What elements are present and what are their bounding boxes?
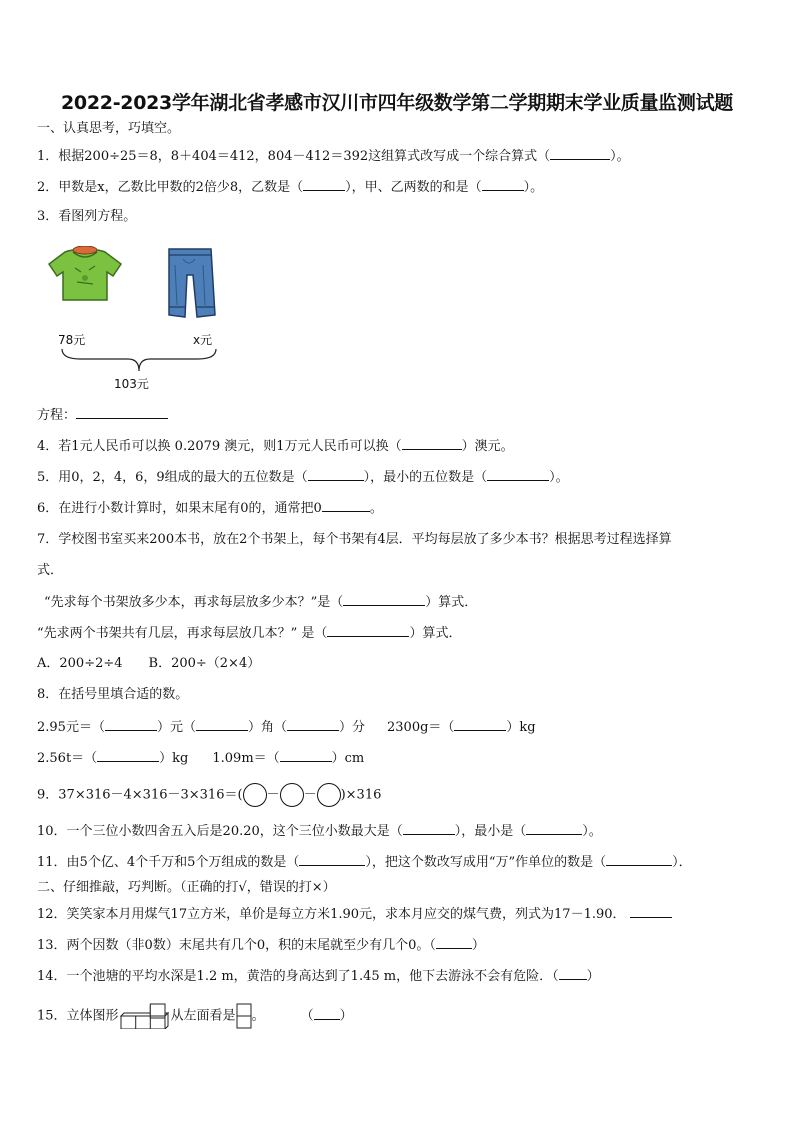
- price-label-jeans: x元: [193, 333, 213, 347]
- answer-blank[interactable]: [559, 967, 587, 980]
- solid-figure-icon: [119, 1003, 171, 1029]
- question-13: 13．两个因数（非0数）末尾共有几个0，积的末尾就至少有几个0。（ ）: [37, 938, 485, 953]
- answer-blank[interactable]: [550, 147, 610, 160]
- answer-blank[interactable]: [299, 853, 365, 866]
- question-12: 12．笑笑家本月用煤气17立方米，单价是每立方米1.90元，求本月应交的煤气费，列式为17－1.90．: [37, 905, 672, 924]
- answer-blank[interactable]: [327, 624, 409, 637]
- total-price-label: 103元: [114, 377, 149, 391]
- answer-blank[interactable]: [482, 178, 524, 191]
- question-4: 4．若1元人民币可以换 0.2079 澳元，则1万元人民币可以换（ ）澳元。: [37, 439, 514, 454]
- answer-blank[interactable]: [403, 822, 455, 835]
- answer-circle[interactable]: [243, 783, 267, 807]
- question-1: 1．根据200÷25＝8，8＋404＝412，804－412＝392这组算式改写成一个综合算式（ ）。: [37, 149, 630, 164]
- answer-blank[interactable]: [196, 718, 248, 731]
- answer-blank[interactable]: [287, 718, 339, 731]
- equation-blank[interactable]: [76, 406, 168, 419]
- answer-blank[interactable]: [454, 718, 506, 731]
- tshirt-illustration: [45, 246, 125, 306]
- jeans-illustration: [163, 245, 219, 321]
- answer-blank[interactable]: [97, 749, 159, 762]
- question-7-cont: 式．: [37, 563, 64, 578]
- answer-circle[interactable]: [280, 783, 304, 807]
- question-2: 2．甲数是x，乙数比甲数的2倍少8，乙数是（ ），甲、乙两数的和是（ ）。: [37, 180, 544, 195]
- question-5: 5．用0，2，4，6，9组成的最大的五位数是（ ），最小的五位数是（ ）。: [37, 470, 569, 485]
- answer-blank[interactable]: [630, 905, 672, 918]
- left-view-icon: [236, 1003, 252, 1029]
- question-6: 6．在进行小数计算时，如果末尾有0的，通常把0 。: [37, 501, 383, 516]
- price-label-shirt: 78元: [58, 333, 86, 347]
- section-2-heading: 二、仔细推敲，巧判断。（正确的打√，错误的打×）: [37, 880, 336, 895]
- page-title: 2022-2023学年湖北省孝感市汉川市四年级数学第二学期期末学业质量监测试题: [61, 92, 733, 114]
- answer-blank[interactable]: [314, 1007, 340, 1020]
- answer-blank[interactable]: [526, 822, 582, 835]
- answer-circle[interactable]: [317, 783, 341, 807]
- question-10: 10．一个三位小数四舍五入后是20.20，这个三位小数最大是（ ），最小是（ ）。: [37, 824, 602, 839]
- question-8-row-1: 2.95元＝（ ）元（ ）角（ ）分 2300g＝（ ）kg: [37, 720, 536, 735]
- question-11: 11．由5个亿、4个千万和5个万组成的数是（ ），把这个数改写成用“万”作单位的数是（ ）．: [37, 855, 692, 870]
- question-9: 9．37×316－4×316－3×316＝( － － )×316: [37, 783, 381, 807]
- answer-blank[interactable]: [343, 593, 425, 606]
- section-1-heading: 一、认真思考，巧填空。: [37, 121, 181, 136]
- answer-blank[interactable]: [487, 468, 549, 481]
- question-7-part-1: “先求每个书架放多少本，再求每层放多少本？”是（ ）算式．: [44, 595, 478, 610]
- question-7-options: A．200÷2÷4 B．200÷（2×4）: [37, 656, 261, 671]
- equation-line: 方程：: [37, 406, 168, 425]
- total-brace: [60, 347, 218, 373]
- answer-blank[interactable]: [402, 437, 462, 450]
- answer-blank[interactable]: [436, 936, 472, 949]
- question-15: 15．立体图形 从左面看是 。 （ ）: [37, 1003, 353, 1029]
- question-3: 3．看图列方程。: [37, 209, 137, 224]
- question-8-row-2: 2.56t＝（ ）kg 1.09m＝（ ）cm: [37, 751, 365, 766]
- answer-blank[interactable]: [303, 178, 345, 191]
- question-14: 14．一个池塘的平均水深是1.2 m，黄浩的身高达到了1.45 m，他下去游泳不会有危险．（ ）: [37, 969, 600, 984]
- question-7: 7．学校图书室买来200本书，放在2个书架上，每个书架有4层．平均每层放了多少本书？根据思考过程选择算: [37, 532, 672, 547]
- answer-blank[interactable]: [105, 718, 157, 731]
- answer-blank[interactable]: [322, 499, 370, 512]
- answer-blank[interactable]: [606, 853, 672, 866]
- answer-blank[interactable]: [308, 468, 364, 481]
- question-8: 8．在括号里填合适的数。: [37, 687, 189, 702]
- question-7-part-2: “先求两个书架共有几层，再求每层放几本？” 是（ ）算式．: [37, 626, 462, 641]
- answer-blank[interactable]: [280, 749, 332, 762]
